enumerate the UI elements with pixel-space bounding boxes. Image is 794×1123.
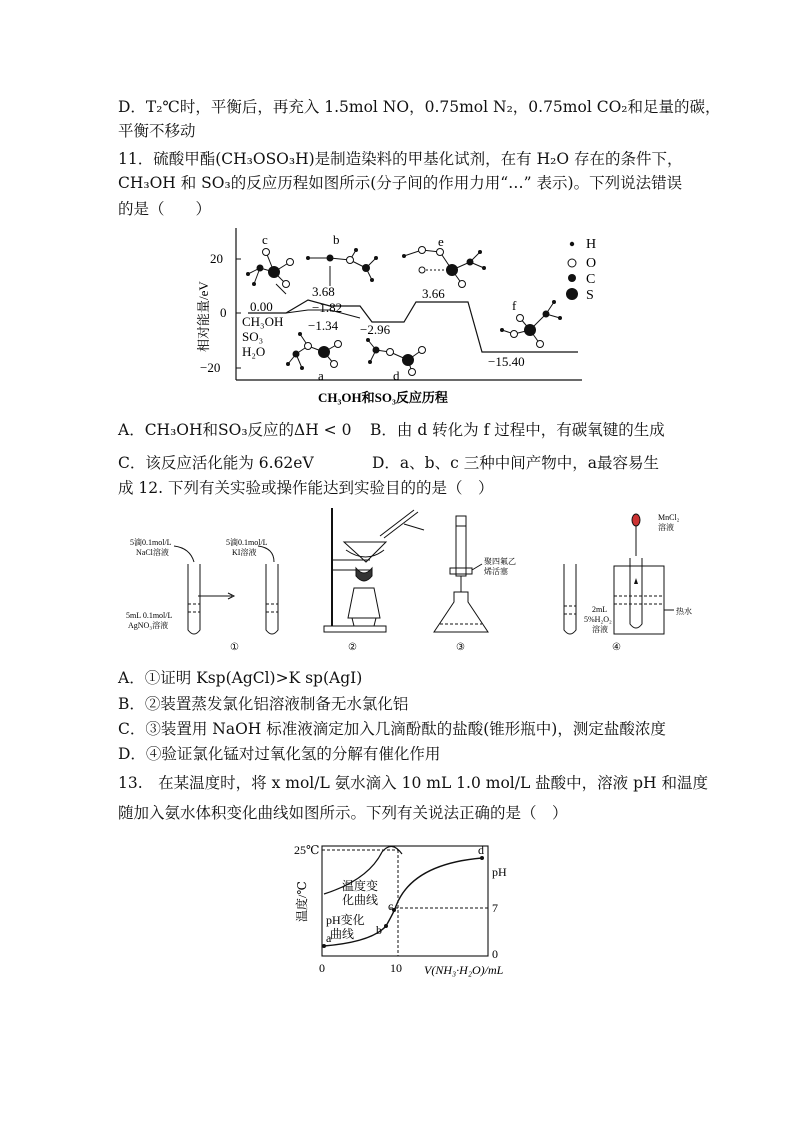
- ytick-20: 20: [210, 251, 223, 266]
- q10-option-d-line1: D．T₂℃时，平衡后，再充入 1.5mol NO，0.75mol N₂，0.75mol CO₂和足量的碳，: [118, 98, 721, 116]
- legend-o: O: [586, 256, 597, 271]
- tube1-top-label2: NaCl溶液: [136, 548, 169, 557]
- q13-stem-line2: 随加入氨水体积变化曲线如图所示。下列有关说法正确的是（ ）: [118, 804, 568, 822]
- ph-0-label: 0: [492, 947, 498, 961]
- hot-water-label: 热水: [676, 607, 692, 616]
- ph-curve-label2: 曲线: [330, 927, 355, 941]
- temp-axis-label: 温度/℃: [295, 881, 309, 922]
- tube1-bottom-label: 5mL 0.1mol/L: [126, 611, 173, 620]
- q10-option-d-line2: 平衡不移动: [118, 122, 196, 140]
- marker-1: ①: [230, 642, 239, 653]
- h2o2-label: 2mL: [592, 605, 608, 614]
- temp-curve-label1: 温度变: [342, 879, 379, 893]
- temp-curve-label2: 化曲线: [342, 893, 379, 907]
- point-b-label: b: [376, 923, 382, 937]
- energy-minus2-96: −2.96: [360, 322, 391, 337]
- marker-2: ②: [348, 642, 357, 653]
- legend-h: H: [586, 237, 597, 252]
- temp-25-label: 25℃: [294, 843, 320, 857]
- h2o2-label2: 5%H₂O₂: [584, 615, 612, 624]
- mncl2-label: MnCl₂: [658, 513, 680, 522]
- ph-axis-label: pH: [492, 865, 507, 879]
- tube2-top-label2: KI溶液: [232, 548, 257, 557]
- point-f: f: [512, 298, 517, 313]
- point-a-label: a: [326, 931, 332, 945]
- ph-7-label: 7: [492, 901, 498, 915]
- burette-label: 聚四氟乙: [484, 557, 516, 566]
- point-a: a: [318, 368, 324, 383]
- q11-option-d: D．a、b、c 三种中间产物中，a最容易生: [372, 454, 659, 472]
- energy-3-66: 3.66: [422, 286, 445, 301]
- tube1-bottom-label2: AgNO₃溶液: [128, 621, 169, 630]
- test-tube-2: [258, 546, 278, 634]
- q12-option-a: A．①证明 Ksp(AgCl)>K sp(AgI): [118, 669, 363, 687]
- q11-energy-diagram: [190, 222, 610, 408]
- marker-3: ③: [456, 642, 465, 653]
- q12-apparatus-figure: [118, 506, 698, 654]
- q12-option-d: D．④验证氯化锰对过氧化氢的分解有催化作用: [118, 745, 441, 763]
- legend-c: C: [586, 272, 596, 287]
- point-b: b: [333, 232, 340, 247]
- energy-minus1-82: −1.82: [312, 300, 343, 315]
- molecule-c: [246, 249, 294, 288]
- y-axis-label: 相对能量/eV: [196, 281, 211, 352]
- evaporation-apparatus: [324, 508, 424, 632]
- q13-stem-line1: 13. 在某温度时，将 x mol/L 氨水滴入 10 mL 1.0 mol/L 盐酸中，溶液 pH 和温度: [118, 774, 708, 792]
- q11-option-a: A．CH₃OH和SO₃反应的ΔH < 0: [118, 421, 352, 439]
- x-10-label: 10: [390, 961, 402, 975]
- x-axis-label: CH₃OH和SO₃反应历程: [318, 390, 448, 405]
- point-c-label: c: [388, 899, 394, 913]
- tube2-top-label: 5滴0.1mol/L: [226, 538, 268, 547]
- tube1-top-label: 5滴0.1mol/L: [130, 538, 172, 547]
- molecule-a: [286, 332, 342, 370]
- q12-option-b: B．②装置蒸发氯化铝溶液制备无水氯化铝: [118, 695, 409, 713]
- x-axis-label: V(NH₃·H₂O)/mL: [424, 963, 504, 977]
- ph-curve-label1: pH变化: [326, 913, 365, 927]
- q11-option-c: C．该反应活化能为 6.62eV: [118, 454, 314, 472]
- species-so3: SO₃: [242, 329, 264, 344]
- test-tube-1: [174, 546, 200, 634]
- q11-stem-line1: 11．硫酸甲酯(CH₃OSO₃H)是制造染料的甲基化试剂，在有 H₂O 存在的条件下，: [118, 150, 683, 168]
- q11-option-b: B．由 d 转化为 f 过程中，有碳氧键的生成: [370, 421, 665, 439]
- ytick-minus20: −20: [200, 360, 221, 375]
- energy-3-68: 3.68: [312, 284, 335, 299]
- q12-stem: 成 12. 下列有关实验或操作能达到实验目的的是（ ）: [118, 479, 494, 497]
- legend: [566, 242, 578, 300]
- burette-label2: 烯活塞: [484, 567, 508, 576]
- ytick-0: 0: [220, 305, 227, 320]
- species-ch3oh: CH₃OH: [242, 314, 284, 329]
- point-d: d: [393, 368, 400, 383]
- molecule-e: [402, 247, 486, 288]
- legend-s: S: [586, 288, 594, 303]
- x-0-label: 0: [319, 961, 325, 975]
- energy-minus15-40: −15.40: [488, 354, 525, 369]
- mncl2-label2: 溶液: [658, 523, 674, 532]
- point-c: c: [262, 232, 268, 247]
- energy-0: 0.00: [250, 299, 273, 314]
- energy-minus1-34: −1.34: [308, 318, 339, 333]
- point-e: e: [438, 234, 444, 249]
- point-b-dot: [384, 924, 388, 928]
- marker-4: ④: [612, 642, 621, 653]
- titration-apparatus: [434, 516, 488, 632]
- q11-stem-line2: CH₃OH 和 SO₃的反应历程如图所示(分子间的作用力用“…” 表示)。下列说法错误: [118, 174, 683, 192]
- species-h2o: H₂O: [242, 344, 266, 359]
- molecule-f: [500, 300, 562, 348]
- q12-option-c: C．③装置用 NaOH 标准液滴定加入几滴酚酞的盐酸(锥形瓶中)，测定盐酸浓度: [118, 720, 666, 738]
- molecule-b: [306, 248, 378, 282]
- point-d-label: d: [478, 843, 484, 857]
- catalysis-apparatus: [564, 514, 664, 634]
- q13-ph-temp-figure: [282, 838, 522, 984]
- h2o2-label3: 溶液: [592, 625, 608, 634]
- q11-stem-line3: 的是（ ）: [118, 200, 212, 218]
